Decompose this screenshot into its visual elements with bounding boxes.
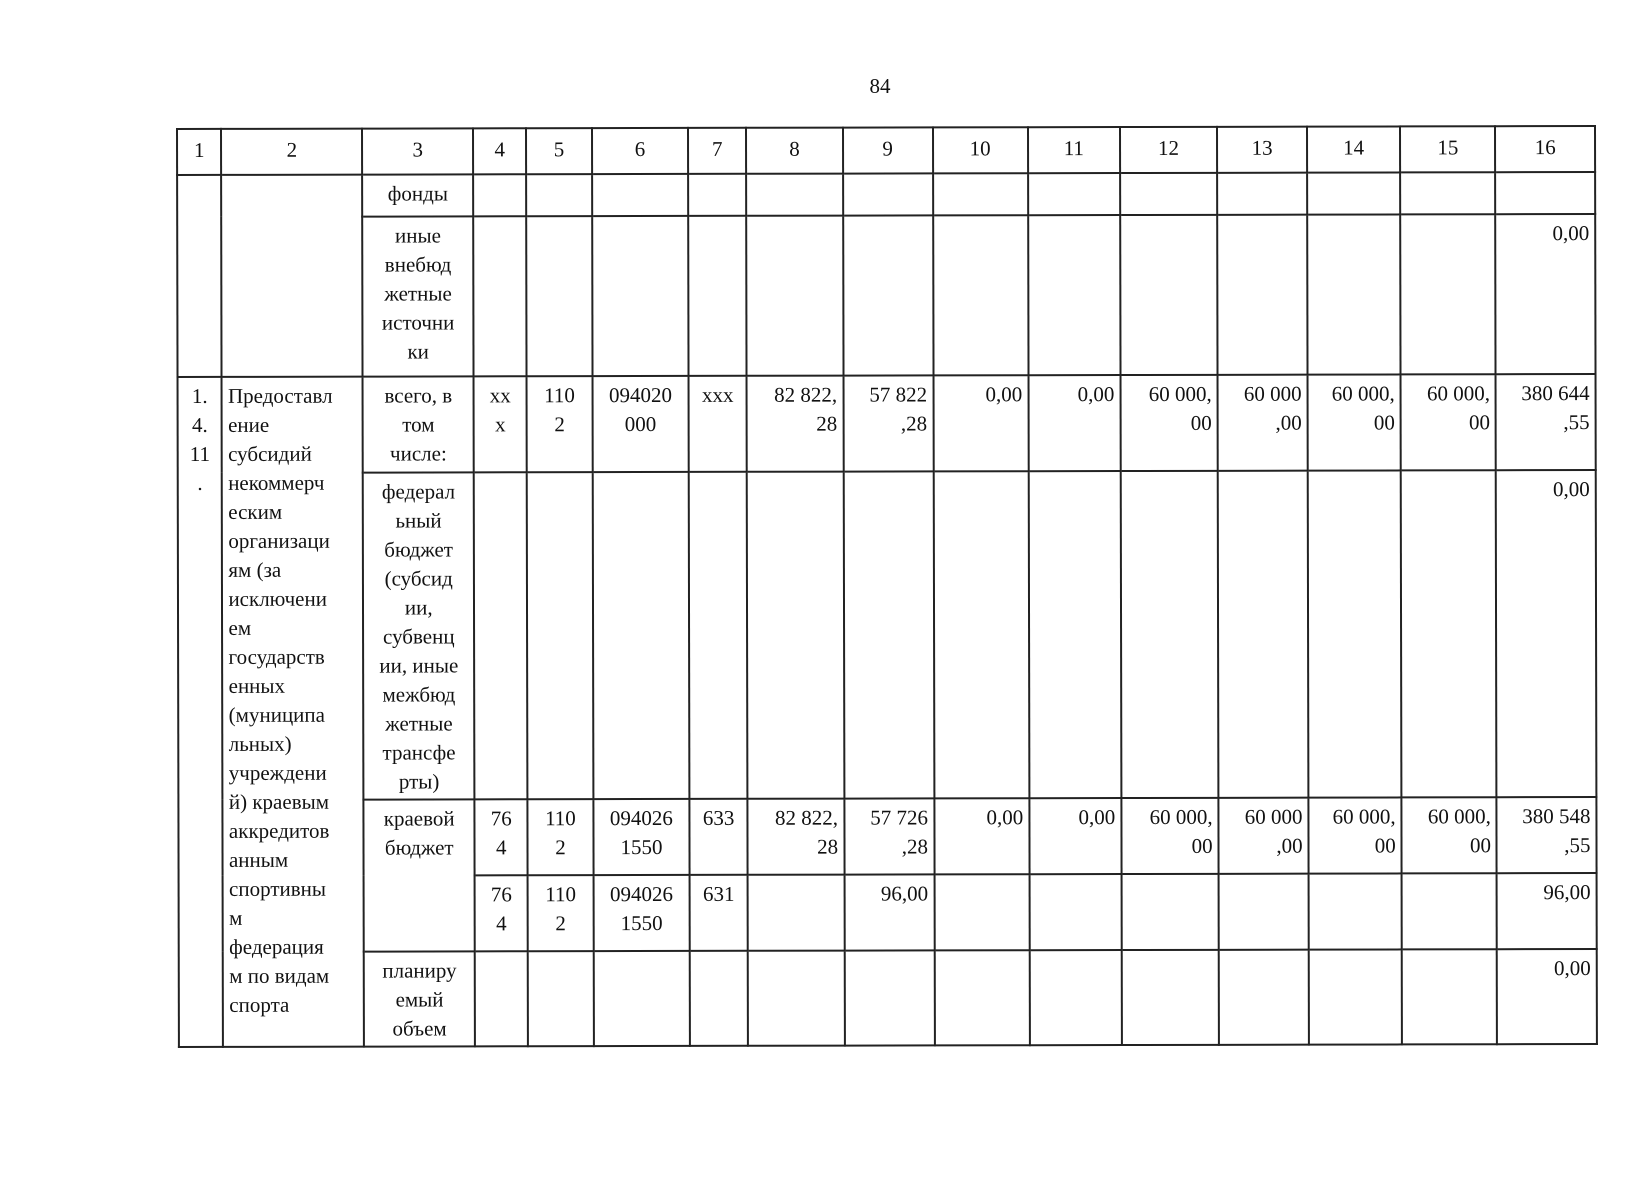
empty-cell xyxy=(526,174,592,216)
text-line: 4 xyxy=(495,835,507,860)
text-line: м xyxy=(229,905,243,930)
empty-cell xyxy=(473,216,526,376)
text-line: ,28 xyxy=(900,411,928,436)
source-federal xyxy=(363,472,475,799)
empty-cell xyxy=(1401,470,1497,797)
empty-cell xyxy=(1308,470,1402,797)
text-line: 00 xyxy=(1469,833,1491,858)
text-line: (муниципа xyxy=(228,702,325,727)
text-line: 57 822 xyxy=(869,382,928,407)
item-index xyxy=(178,377,224,1047)
text-line: 1. xyxy=(191,383,208,408)
text-line: 4. xyxy=(191,412,208,437)
text-line: емый xyxy=(395,987,444,1012)
text-line: 00 xyxy=(1373,410,1395,435)
text-line: некоммерч xyxy=(228,470,325,495)
text-line: спорта xyxy=(229,992,290,1017)
empty-cell xyxy=(747,472,844,799)
empty-cell xyxy=(1218,471,1309,798)
value-c16: 0,00 xyxy=(1496,214,1596,374)
empty-cell xyxy=(526,216,592,376)
text-line: анным xyxy=(228,847,289,872)
row-fondy xyxy=(177,172,1595,217)
empty-cell xyxy=(592,216,689,376)
value-c15 xyxy=(1402,797,1497,873)
text-line: ьный xyxy=(395,508,442,533)
value-c7: 633 xyxy=(689,799,747,875)
value-c16: 96,00 xyxy=(1497,873,1597,949)
empty-cell xyxy=(843,173,933,215)
empty-cell xyxy=(1496,172,1596,214)
source-inye xyxy=(362,216,473,376)
empty-cell xyxy=(1217,215,1307,375)
text-line: 380 548 xyxy=(1522,804,1591,829)
empty-cell xyxy=(1028,215,1120,375)
text-line: 11 xyxy=(189,441,211,466)
text-line: ки xyxy=(407,339,429,364)
text-line: объем xyxy=(392,1016,447,1041)
text-line: 82 822, xyxy=(774,805,839,830)
text-line: организаци xyxy=(228,528,330,553)
header-cell: 2 xyxy=(221,129,362,175)
value-c16: 0,00 xyxy=(1497,949,1597,1044)
empty-cell xyxy=(688,174,746,216)
text-line: ,00 xyxy=(1275,410,1302,435)
empty-cell xyxy=(1122,950,1220,1045)
empty-cell xyxy=(746,216,843,376)
value-c4 xyxy=(475,875,528,951)
row-planiruemyy xyxy=(179,949,1597,1047)
text-line: 380 644 xyxy=(1521,381,1590,406)
row-kraevoy xyxy=(178,797,1596,876)
text-line: трансфе xyxy=(382,740,456,765)
empty-cell xyxy=(843,215,933,375)
empty-cell xyxy=(1120,173,1217,215)
empty-cell xyxy=(1219,950,1309,1045)
empty-cell xyxy=(527,472,593,799)
empty-cell xyxy=(1402,873,1497,949)
text-line: 4 xyxy=(496,911,507,936)
text-line: 00 xyxy=(1191,833,1213,858)
header-cell: 16 xyxy=(1495,126,1595,172)
text-line: 60 000, xyxy=(1427,804,1491,829)
text-line: й) краевым xyxy=(228,789,330,814)
text-line: ,55 xyxy=(1564,833,1591,858)
text-line: 094020 xyxy=(608,382,673,408)
text-line: 110 xyxy=(544,383,575,408)
text-line: 28 xyxy=(817,834,839,859)
empty-cell xyxy=(1400,172,1495,214)
text-line: ,55 xyxy=(1563,410,1590,435)
header-cell: 3 xyxy=(362,128,473,174)
value-c7: 631 xyxy=(690,875,748,951)
header-cell: 6 xyxy=(592,128,688,174)
text-line: ,00 xyxy=(1276,833,1303,858)
empty-cell xyxy=(748,875,844,951)
source-vsego xyxy=(363,376,474,472)
text-line: внебюд xyxy=(384,252,452,277)
empty-cell xyxy=(748,951,844,1046)
text-line: государств xyxy=(228,644,325,669)
row-federal xyxy=(178,470,1597,800)
empty-cell xyxy=(1029,950,1121,1045)
text-line: х xyxy=(495,412,506,437)
header-cell: 15 xyxy=(1400,126,1495,172)
text-line: 76 xyxy=(490,806,512,831)
header-row xyxy=(177,126,1595,175)
empty-cell xyxy=(222,175,363,377)
empty-cell xyxy=(1121,874,1219,950)
value-c10: 0,00 xyxy=(934,798,1029,874)
text-line: всего, в xyxy=(384,383,453,408)
value-c16: 0,00 xyxy=(1496,470,1596,797)
value-c8 xyxy=(748,799,844,875)
value-c14 xyxy=(1308,374,1401,470)
empty-cell xyxy=(688,216,747,376)
value-c12 xyxy=(1120,375,1218,471)
text-line: том xyxy=(402,412,435,437)
empty-cell xyxy=(934,950,1029,1045)
value-c14 xyxy=(1308,797,1401,873)
value-c7: ххх xyxy=(689,376,747,472)
value-c4 xyxy=(475,799,528,875)
budget-table xyxy=(176,125,1598,1048)
value-c6 xyxy=(593,875,689,951)
text-line: учреждени xyxy=(228,760,327,785)
empty-cell xyxy=(1307,214,1400,374)
empty-cell xyxy=(689,472,748,799)
text-line: планиру xyxy=(382,958,457,983)
text-line: (субсид xyxy=(384,566,453,591)
empty-cell xyxy=(844,950,934,1045)
header-cell: 9 xyxy=(843,127,933,173)
empty-cell xyxy=(1217,173,1307,215)
text-line: 76 xyxy=(490,882,512,907)
text-line: м по видам xyxy=(229,963,330,988)
empty-cell xyxy=(1121,471,1219,798)
empty-cell xyxy=(592,174,688,216)
text-line: ии, иные xyxy=(379,653,459,678)
text-line: 60 000 xyxy=(1243,381,1302,406)
text-line: 2 xyxy=(555,911,566,936)
text-line: 60 000, xyxy=(1426,381,1491,406)
empty-cell xyxy=(475,951,528,1046)
value-c9 xyxy=(844,798,934,874)
header-cell: 14 xyxy=(1307,126,1400,172)
text-line: федерал xyxy=(381,479,456,504)
value-c5 xyxy=(527,376,593,472)
text-line: исключени xyxy=(228,586,327,611)
text-line: межбюд xyxy=(382,682,456,707)
text-line: краевой xyxy=(383,806,455,831)
text-line: 00 xyxy=(1190,410,1212,435)
value-c10: 0,00 xyxy=(933,375,1028,471)
value-c9: 96,00 xyxy=(844,874,934,950)
item-description xyxy=(222,377,364,1047)
value-c4 xyxy=(474,376,527,472)
text-line: 60 000, xyxy=(1332,804,1396,829)
text-line: субсидий xyxy=(228,441,312,466)
source-fondy: фонды xyxy=(362,174,473,216)
text-line: 60 000, xyxy=(1331,381,1395,406)
text-line: 82 822, xyxy=(774,382,838,407)
text-line: рты) xyxy=(398,769,440,794)
header-cell: 10 xyxy=(933,127,1028,173)
empty-cell xyxy=(593,472,690,799)
text-line: жетные xyxy=(384,281,452,306)
header-cell: 1 xyxy=(177,129,222,175)
value-c5 xyxy=(528,799,594,875)
value-c11: 0,00 xyxy=(1028,375,1120,471)
page-number: 84 xyxy=(869,74,891,98)
value-c13 xyxy=(1219,798,1309,874)
text-line: 1550 xyxy=(620,834,663,860)
text-line: источни xyxy=(381,310,455,335)
empty-cell xyxy=(934,874,1029,950)
value-c9 xyxy=(843,375,933,471)
text-line: 094026 xyxy=(609,805,673,831)
empty-cell xyxy=(1400,214,1496,374)
source-planiruemyy xyxy=(364,951,475,1046)
empty-cell xyxy=(1028,173,1120,215)
source-kraevoy xyxy=(364,799,475,951)
text-line: льных) xyxy=(228,731,292,756)
empty-cell xyxy=(1309,873,1402,949)
value-c16 xyxy=(1496,374,1596,470)
header-cell: 5 xyxy=(526,128,592,174)
text-line: 2 xyxy=(554,412,565,437)
text-line: ям (за xyxy=(228,557,282,582)
empty-cell xyxy=(1219,874,1309,950)
text-line: 28 xyxy=(816,411,838,436)
text-line: аккредитов xyxy=(228,818,330,843)
text-line: 000 xyxy=(624,411,657,437)
text-line: Предоставл xyxy=(227,383,333,408)
text-line: 00 xyxy=(1469,410,1491,435)
text-line: федерация xyxy=(229,934,324,959)
empty-cell xyxy=(933,215,1029,375)
text-line: жетные xyxy=(385,711,453,736)
empty-cell xyxy=(474,472,528,799)
empty-cell xyxy=(1029,874,1121,950)
header-cell: 13 xyxy=(1217,127,1307,173)
empty-cell xyxy=(1028,471,1121,798)
empty-cell xyxy=(1307,172,1400,214)
text-line: 00 xyxy=(1374,833,1396,858)
empty-cell xyxy=(177,175,222,377)
header-cell: 11 xyxy=(1028,127,1120,173)
value-c16 xyxy=(1497,797,1597,873)
text-line: хх xyxy=(489,383,511,408)
text-line: енных xyxy=(228,673,286,698)
text-line: спортивны xyxy=(229,876,327,901)
empty-cell xyxy=(690,951,748,1046)
text-line: 60 000, xyxy=(1149,804,1213,829)
value-c15 xyxy=(1401,374,1496,470)
text-line: 110 xyxy=(545,806,576,831)
empty-cell xyxy=(1120,215,1218,375)
empty-cell xyxy=(843,471,934,798)
text-line: бюджет xyxy=(384,835,454,860)
row-inye xyxy=(177,214,1595,377)
row-vsego xyxy=(178,374,1596,473)
header-cell: 4 xyxy=(473,128,526,174)
text-line: еским xyxy=(228,499,283,524)
text-line: иные xyxy=(394,223,441,248)
text-line: 60 000 xyxy=(1244,804,1303,829)
text-line: 094026 xyxy=(610,881,674,907)
text-line: 110 xyxy=(545,882,576,907)
text-line: 60 000, xyxy=(1148,381,1212,406)
value-c6 xyxy=(593,799,689,875)
empty-cell xyxy=(1309,949,1402,1044)
value-c12 xyxy=(1121,798,1219,874)
header-cell: 7 xyxy=(688,128,746,174)
empty-cell xyxy=(933,471,1029,798)
empty-cell xyxy=(594,951,690,1046)
text-line: субвенц xyxy=(382,624,455,649)
empty-cell xyxy=(933,173,1028,215)
value-c5 xyxy=(528,875,594,951)
text-line: 57 726 xyxy=(870,805,928,830)
header-cell: 12 xyxy=(1120,127,1217,173)
text-line: 1550 xyxy=(620,910,663,936)
value-c11: 0,00 xyxy=(1029,798,1121,874)
empty-cell xyxy=(1402,949,1497,1044)
text-line: ение xyxy=(228,412,270,437)
text-line: . xyxy=(197,470,203,495)
empty-cell xyxy=(473,174,526,216)
text-line: числе: xyxy=(390,441,447,466)
empty-cell xyxy=(746,174,842,216)
text-line: ем xyxy=(228,615,252,640)
text-line: 2 xyxy=(555,835,566,860)
empty-cell xyxy=(528,951,594,1046)
text-line: ,28 xyxy=(901,834,929,859)
value-c6 xyxy=(592,376,688,472)
text-line: бюджет xyxy=(384,537,454,562)
value-c8 xyxy=(747,376,843,472)
header-cell: 8 xyxy=(746,128,842,174)
text-line: ии, xyxy=(404,595,433,620)
value-c13 xyxy=(1218,375,1308,471)
